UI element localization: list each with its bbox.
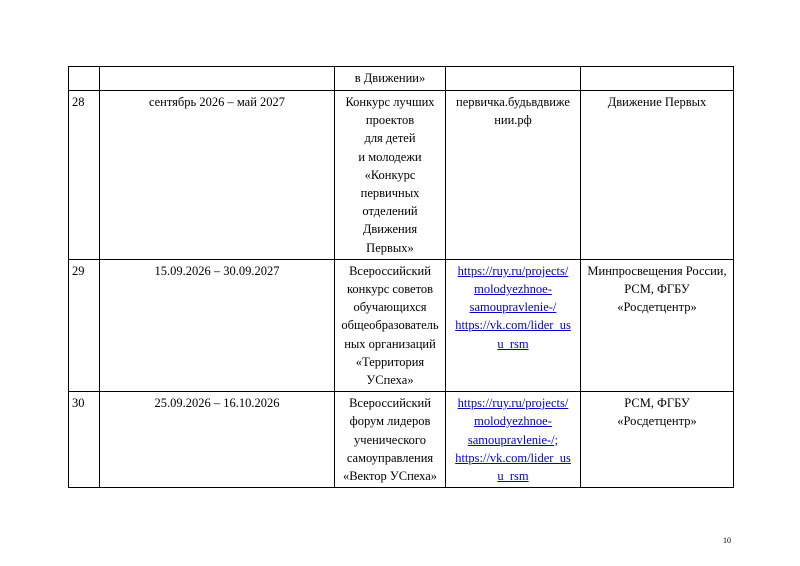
row-organizer (581, 91, 734, 260)
event-name-line: УСпеха» (366, 373, 414, 388)
event-name-line: Конкурс лучших (345, 95, 435, 109)
row-number: 29 (69, 259, 100, 391)
organizer-line: «Росдетцентр» (617, 300, 697, 315)
row-organizer (581, 259, 734, 391)
event-name-line: в Движении» (354, 71, 426, 85)
event-name-line: ученического (354, 432, 426, 447)
row-dates: 15.09.2026 – 30.09.2027 (100, 259, 335, 391)
vk-link[interactable]: https://vk.com/lider_us (455, 318, 571, 333)
event-name-line: форум лидеров (349, 414, 431, 429)
event-name-line: отделений (362, 204, 418, 219)
event-name-line: обучающихся (353, 300, 427, 315)
row-number: 28 (69, 91, 100, 260)
event-name-line: конкурс советов (346, 282, 434, 297)
row-event-name (335, 259, 446, 391)
project-link[interactable]: https://ruy.ru/projects/ (457, 263, 569, 278)
event-name-line: «Территория (355, 354, 425, 369)
organizer-line: «Росдетцентр» (617, 414, 697, 429)
project-link[interactable]: molodyezhnoe- (474, 282, 552, 297)
event-name-line: первичных (360, 186, 420, 201)
vk-link[interactable]: u_rsm (497, 336, 529, 351)
event-name-line: проектов (365, 113, 415, 128)
event-name-line: общеобразователь (341, 318, 439, 333)
event-name-line: «Конкурс (364, 167, 416, 182)
event-name-line: Первых» (366, 240, 414, 255)
table-row (69, 91, 734, 260)
row-link (446, 392, 581, 488)
link-text-line: нии.рф (494, 113, 532, 128)
event-name-line: для детей (364, 131, 416, 146)
row-link (446, 91, 581, 260)
event-name-line: Всероссийский (349, 396, 431, 411)
event-name-line: Движения (362, 222, 418, 237)
row-number (69, 67, 100, 91)
organizer-line: РСМ, ФГБУ (624, 396, 690, 411)
table-row (69, 392, 734, 488)
organizer-line: РСМ, ФГБУ (624, 282, 690, 297)
row-dates: сентябрь 2026 – май 2027 (100, 91, 335, 260)
vk-link[interactable]: https://vk.com/lider_us (455, 450, 571, 465)
row-organizer (581, 67, 734, 91)
row-link (446, 67, 581, 91)
row-event-name (335, 392, 446, 488)
table-row (69, 67, 734, 91)
project-link[interactable]: samoupravlenie-/; (467, 432, 559, 447)
vk-link[interactable]: u_rsm (497, 469, 529, 484)
event-name-line: и молодежи (358, 149, 422, 164)
events-table (68, 66, 734, 488)
event-name-line: ных организаций (344, 336, 436, 351)
organizer-line: Движение Первых (607, 95, 707, 109)
row-event-name (335, 67, 446, 91)
organizer-line: Минпросвещения России, (587, 263, 727, 278)
event-name-line: самоуправления (346, 450, 434, 465)
table-row (69, 259, 734, 391)
link-text-line: первичка.будьвдвиже (456, 95, 570, 109)
row-number: 30 (69, 392, 100, 488)
project-link[interactable]: https://ruy.ru/projects/ (457, 396, 569, 411)
event-name-line: Всероссийский (349, 263, 431, 278)
row-organizer (581, 392, 734, 488)
row-dates: 25.09.2026 – 16.10.2026 (100, 392, 335, 488)
row-event-name (335, 91, 446, 260)
project-link[interactable]: molodyezhnoe- (474, 414, 552, 429)
row-dates (100, 67, 335, 91)
project-link[interactable]: samoupravlenie-/ (469, 300, 557, 315)
event-name-line: «Вектор УСпеха» (342, 469, 438, 484)
row-link (446, 259, 581, 391)
page-number: 10 (723, 536, 731, 545)
